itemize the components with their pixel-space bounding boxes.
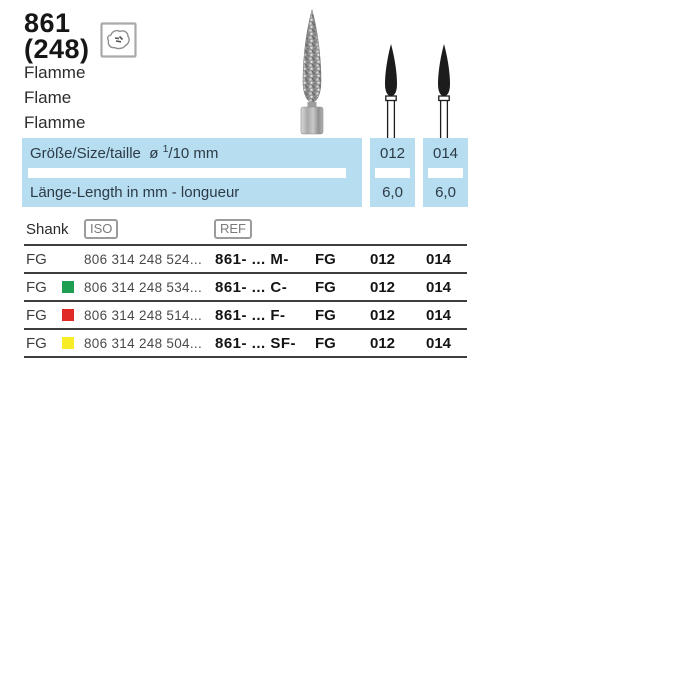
table-row [24, 300, 467, 328]
iso-number: 806 314 248 514... [84, 307, 203, 323]
length-value-1: 6,0 [382, 184, 403, 201]
shank-header: Shank [26, 221, 69, 238]
grit-color-square [62, 309, 74, 321]
product-header [24, 10, 90, 62]
tooth-occlusal-icon [100, 22, 137, 63]
size-column-012 [370, 138, 415, 207]
ref-shank: FG [315, 278, 336, 296]
size-012: 012 [369, 250, 396, 268]
size-014: 014 [425, 278, 452, 296]
name-de: Flamme [24, 63, 86, 82]
ref-number: 861- ... F- [215, 306, 286, 324]
spec-panel [22, 138, 468, 207]
size-014: 014 [425, 334, 452, 352]
product-names [24, 60, 85, 135]
shank-cell: FG [26, 250, 47, 268]
shank-cell: FG [26, 334, 47, 352]
grit-color-square [62, 253, 74, 265]
size-label: Größe/Size/taille ø $^1$/10 mm [30, 142, 219, 162]
size-column-014 [423, 138, 468, 207]
grit-color-cell [62, 337, 84, 349]
size-012: 012 [369, 278, 396, 296]
iso-number: 806 314 248 504... [84, 335, 203, 351]
table-row [24, 272, 467, 300]
reference-table [24, 217, 467, 358]
grit-color-cell [62, 253, 84, 265]
ref-number: 861- ... C- [215, 278, 288, 296]
shank-cell: FG [26, 306, 47, 324]
size-012: 012 [369, 306, 396, 324]
divider-stripe [428, 168, 463, 178]
length-label: Länge-Length in mm - longueur [30, 184, 240, 201]
name-en: Flame [24, 88, 72, 107]
diameter-symbol: ø [149, 144, 159, 162]
grit-color-cell [62, 281, 84, 293]
ref-shank: FG [315, 250, 336, 268]
divider-stripe [28, 168, 346, 178]
length-value-2: 6,0 [435, 184, 456, 201]
size-unit: $^1$/10 mm [162, 142, 219, 162]
spec-labels-block [22, 138, 362, 207]
grit-color-square [62, 337, 74, 349]
shank-cell: FG [26, 278, 47, 296]
ref-number: 861- ... SF- [215, 334, 297, 352]
size-value-2: 014 [432, 144, 459, 162]
divider-stripe [375, 168, 410, 178]
grit-color-square [62, 281, 74, 293]
name-fr: Flamme [24, 113, 86, 132]
table-row [24, 244, 467, 272]
table-row [24, 328, 467, 358]
bur-silhouette-014 [437, 44, 451, 143]
size-014: 014 [425, 306, 452, 324]
grit-color-cell [62, 309, 84, 321]
product-alt-number: (248) [24, 34, 90, 64]
iso-number: 806 314 248 524... [84, 251, 203, 267]
iso-badge: ISO [84, 219, 118, 239]
size-014: 014 [425, 250, 452, 268]
size-012: 012 [369, 334, 396, 352]
iso-number: 806 314 248 534... [84, 279, 203, 295]
ref-shank: FG [315, 334, 336, 352]
ref-badge: REF [214, 219, 252, 239]
reference-table-header [24, 217, 467, 244]
bur-silhouette-012 [384, 44, 398, 143]
product-number: 861 [24, 8, 71, 38]
diamond-bur-photo [295, 8, 329, 141]
size-value-1: 012 [379, 144, 406, 162]
ref-shank: FG [315, 306, 336, 324]
ref-number: 861- ... M- [215, 250, 289, 268]
